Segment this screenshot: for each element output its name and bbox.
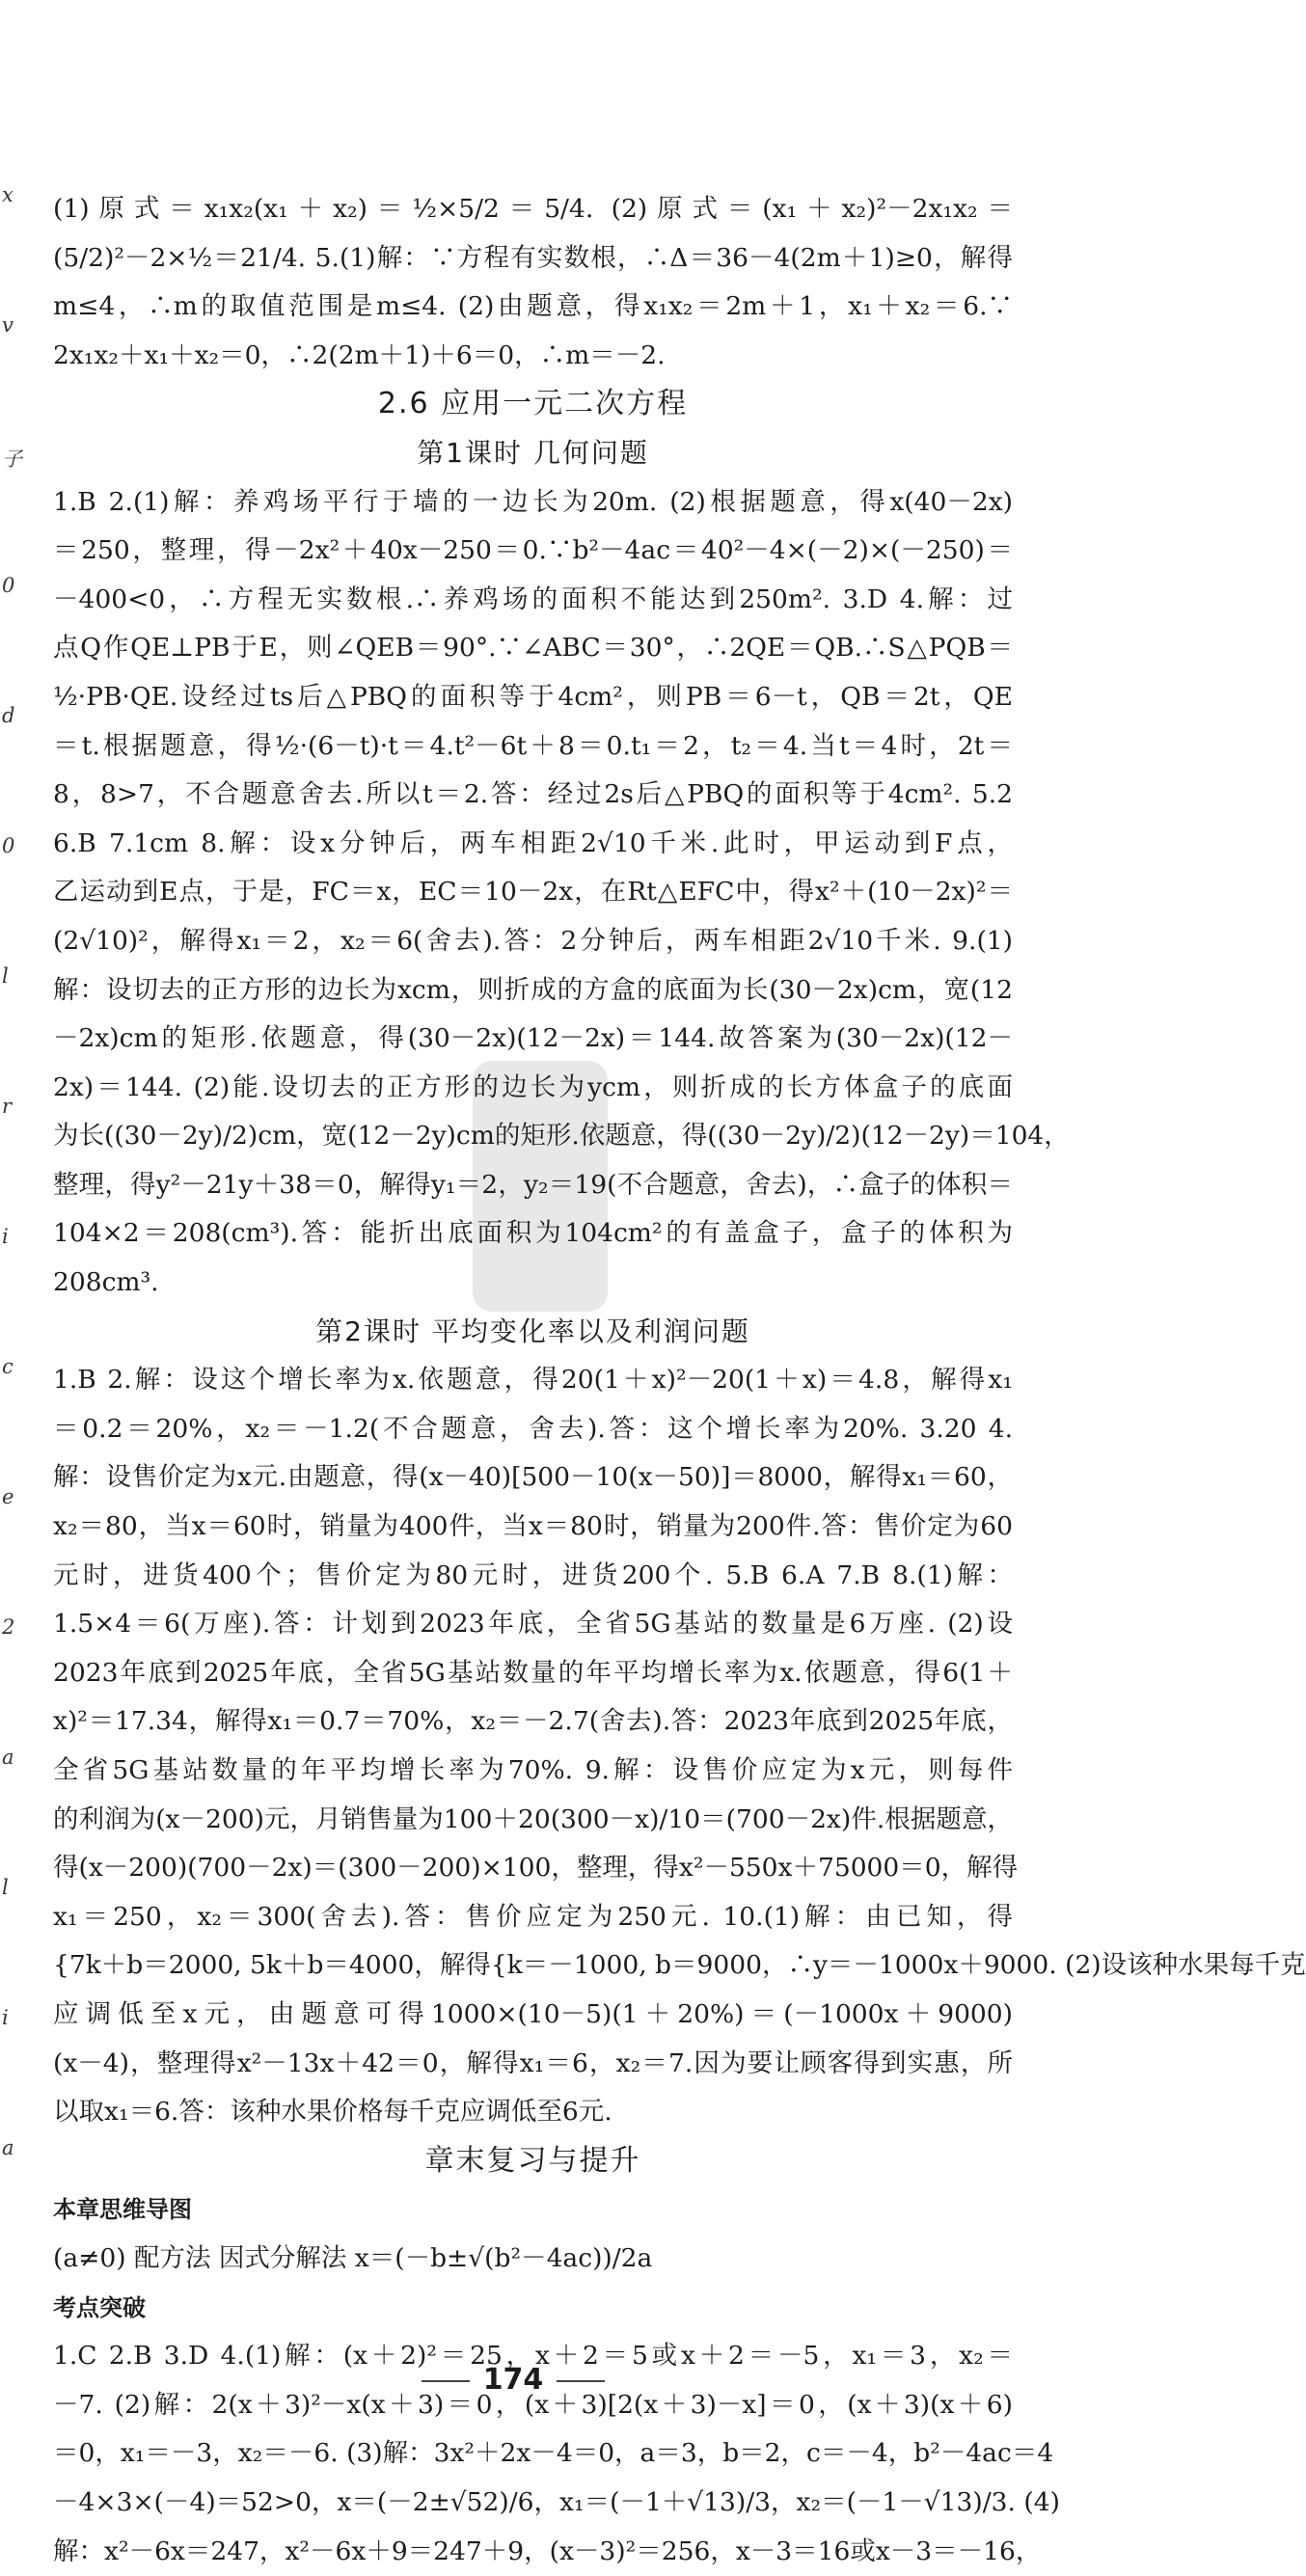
- text-line: 6.B 7.1cm 8.解：设x分钟后，两车相距2√10千米.此时，甲运动到F点，: [53, 820, 1013, 869]
- gutter-mark: i: [2, 1225, 9, 1248]
- text-line: ＝0，x₁＝－3，x₂＝－6. (3)解：3x²＋2x－4＝0，a＝3，b＝2，c＝－4，b²－4ac＝4: [53, 2429, 1013, 2479]
- gutter-mark: r: [2, 1095, 12, 1118]
- text-line: 2x)＝144. (2)能.设切去的正方形的边长为ycm，则折成的长方体盒子的底面: [53, 1064, 1013, 1113]
- gutter-mark: 0: [2, 574, 14, 597]
- text-line: ½·PB·QE.设经过ts后△PBQ的面积等于4cm²，则PB＝6－t，QB＝2t，QE: [53, 673, 1013, 722]
- mindmap-line: (a≠0) 配方法 因式分解法 x＝(－b±√(b²－4ac))/2a: [53, 2235, 1013, 2284]
- gutter-mark: a: [2, 1746, 14, 1769]
- binding-gutter-marks: [0, 183, 19, 2305]
- text-line: －4×3×(－4)＝52>0，x＝(－2±√52)/6，x₁＝(－1＋√13)/3，x₂＝(－1－√13)/3. (4): [53, 2479, 1013, 2528]
- gutter-mark: d: [2, 704, 14, 727]
- lesson-1-title: 第1课时 几何问题: [53, 429, 1013, 478]
- text-line: 8，8>7，不合题意舍去.所以t＝2.答：经过2s后△PBQ的面积等于4cm². 5.2: [53, 771, 1013, 820]
- section-title: 2.6 应用一元二次方程: [53, 380, 1013, 429]
- text-line: －2x)cm的矩形.依题意，得(30－2x)(12－2x)＝144.故答案为(30－2x)(12－: [53, 1015, 1013, 1064]
- text-line: (5/2)²－2×½＝21/4. 5.(1)解：∵方程有实数根，∴Δ＝36－4(2m＋1)≥0，解得: [53, 234, 1013, 284]
- gutter-mark: 2: [2, 1615, 14, 1639]
- page-number: [0, 2363, 1026, 2397]
- text-line: 解：x²－6x＝247，x²－6x＋9＝247＋9，(x－3)²＝256，x－3＝16或x－3＝－16，: [53, 2528, 1013, 2576]
- text-line: 2023年底到2025年底，全省5G基站数量的年平均增长率为x.依题意，得6(1＋: [53, 1649, 1013, 1698]
- page-number-dash-left: [422, 2380, 470, 2382]
- gutter-mark: l: [2, 1876, 9, 1899]
- keypoints-heading: 考点突破: [53, 2284, 1013, 2333]
- page-number-dash-right: [557, 2380, 605, 2382]
- text-line: 得(x－200)(700－2x)＝(300－200)×100，整理，得x²－550x＋75000＝0，解得: [53, 1844, 1013, 1893]
- text-line: (2√10)²，解得x₁＝2，x₂＝6(舍去).答：2分钟后，两车相距2√10千米. 9.(1): [53, 917, 1013, 966]
- lesson-1-answers-block: [53, 478, 1013, 1308]
- text-line: 应调低至x元，由题意可得1000×(10－5)(1＋20%)＝(－1000x＋9000): [53, 1991, 1013, 2040]
- text-line: m≤4，∴m的取值范围是m≤4. (2)由题意，得x₁x₂＝2m＋1，x₁＋x₂＝6.∵: [53, 283, 1013, 332]
- text-line: (x－4)，整理得x²－13x＋42＝0，解得x₁＝6，x₂＝7.因为要让顾客得到实惠，所: [53, 2040, 1013, 2089]
- text-line: 1.B 2.解：设这个增长率为x.依题意，得20(1＋x)²－20(1＋x)＝4.8，解得x₁: [53, 1356, 1013, 1405]
- text-line: ＝0.2＝20%，x₂＝－1.2(不合题意，舍去).答：这个增长率为20%. 3.20 4.: [53, 1405, 1013, 1454]
- gutter-mark: e: [2, 1485, 14, 1508]
- previous-answers-block: [53, 185, 1013, 380]
- text-line: 为长((30－2y)/2)cm，宽(12－2y)cm的矩形.依题意，得((30－2y)/2)(12－2y)＝104，: [53, 1112, 1013, 1161]
- text-line: 1.C 2.B 3.D 4.(1)解：(x＋2)²＝25，x＋2＝5或x＋2＝－5，x₁＝3，x₂＝: [53, 2332, 1013, 2381]
- chapter-review-title: 章末复习与提升: [53, 2137, 1013, 2186]
- gutter-mark: 子: [2, 444, 22, 473]
- gutter-mark: 0: [2, 834, 14, 857]
- text-line: (1)原式＝x₁x₂(x₁＋x₂)＝½×5/2＝5/4. (2)原式＝(x₁＋x₂)²－2x₁x₂＝: [53, 185, 1013, 234]
- text-line: 解：设售价定为x元.由题意，得(x－40)[500－10(x－50)]＝8000，解得x₁＝60，: [53, 1453, 1013, 1503]
- text-line: 104×2＝208(cm³).答：能折出底面积为104cm²的有盖盒子，盒子的体积为: [53, 1209, 1013, 1259]
- mindmap-heading: 本章思维导图: [53, 2185, 1013, 2235]
- text-line: 1.5×4＝6(万座).答：计划到2023年底，全省5G基站的数量是6万座. (2)设: [53, 1600, 1013, 1649]
- text-line: 乙运动到E点，于是，FC＝x，EC＝10－2x，在Rt△EFC中，得x²＋(10－2x)²＝: [53, 868, 1013, 917]
- gutter-mark: a: [2, 2136, 14, 2159]
- text-line: 整理，得y²－21y＋38＝0，解得y₁＝2，y₂＝19(不合题意，舍去)，∴盒子的体积＝: [53, 1161, 1013, 1210]
- text-line: x₂＝80，当x＝60时，销量为400件，当x＝80时，销量为200件.答：售价定为60: [53, 1503, 1013, 1552]
- text-line: {7k＋b＝2000, 5k＋b＝4000，解得{k＝－1000, b＝9000，∴y＝－1000x＋9000. (2)设该种水果每千克: [53, 1941, 1013, 1991]
- text-line: x₁＝250，x₂＝300(舍去).答：售价应定为250元. 10.(1)解：由已知，得: [53, 1893, 1013, 1942]
- text-line: ＝t.根据题意，得½·(6－t)·t＝4.t²－6t＋8＝0.t₁＝2，t₂＝4.当t＝4时，2t＝: [53, 722, 1013, 772]
- text-line: 解：设切去的正方形的边长为xcm，则折成的方盒的底面为长(30－2x)cm，宽(12: [53, 966, 1013, 1016]
- text-line: ＝250，整理，得－2x²＋40x－250＝0.∵b²－4ac＝40²－4×(－2)×(－250)＝: [53, 527, 1013, 576]
- text-line: 1.B 2.(1)解：养鸡场平行于墙的一边长为20m. (2)根据题意，得x(40－2x): [53, 478, 1013, 528]
- gutter-mark: v: [2, 313, 14, 337]
- gutter-mark: i: [2, 2006, 9, 2029]
- text-line: 2x₁x₂＋x₁＋x₂＝0，∴2(2m＋1)＋6＝0，∴m＝－2.: [53, 332, 1013, 381]
- gutter-mark: c: [2, 1355, 14, 1378]
- answer-text-body: [53, 185, 1013, 2576]
- lesson-2-answers-block: [53, 1356, 1013, 2137]
- text-line: x)²＝17.34，解得x₁＝0.7＝70%，x₂＝－2.7(舍去).答：2023年底到2025年底，: [53, 1697, 1013, 1747]
- lesson-2-title: 第2课时 平均变化率以及利润问题: [53, 1308, 1013, 1357]
- text-line: 全省5G基站数量的年平均增长率为70%. 9.解：设售价应定为x元，则每件: [53, 1747, 1013, 1796]
- text-line: －400<0，∴方程无实数根.∴养鸡场的面积不能达到250m². 3.D 4.解：过: [53, 576, 1013, 625]
- gutter-mark: x: [2, 183, 14, 206]
- text-line: 的利润为(x－200)元，月销售量为100＋20(300－x)/10＝(700－2x)件.根据题意，: [53, 1796, 1013, 1845]
- gutter-mark: l: [2, 964, 9, 988]
- text-line: 元时，进货400个；售价定为80元时，进货200个. 5.B 6.A 7.B 8.(1)解：: [53, 1552, 1013, 1601]
- text-line: 点Q作QE⊥PB于E，则∠QEB＝90°.∵∠ABC＝30°，∴2QE＝QB.∴S△PQB＝: [53, 624, 1013, 673]
- text-line: －7. (2)解：2(x＋3)²－x(x＋3)＝0，(x＋3)[2(x＋3)－x]＝0，(x＋3)(x＋6): [53, 2381, 1013, 2430]
- page-number-text: 174: [483, 2363, 544, 2397]
- text-line: 以取x₁＝6.答：该种水果价格每千克应调低至6元.: [53, 2088, 1013, 2137]
- text-line: 208cm³.: [53, 1259, 1013, 1308]
